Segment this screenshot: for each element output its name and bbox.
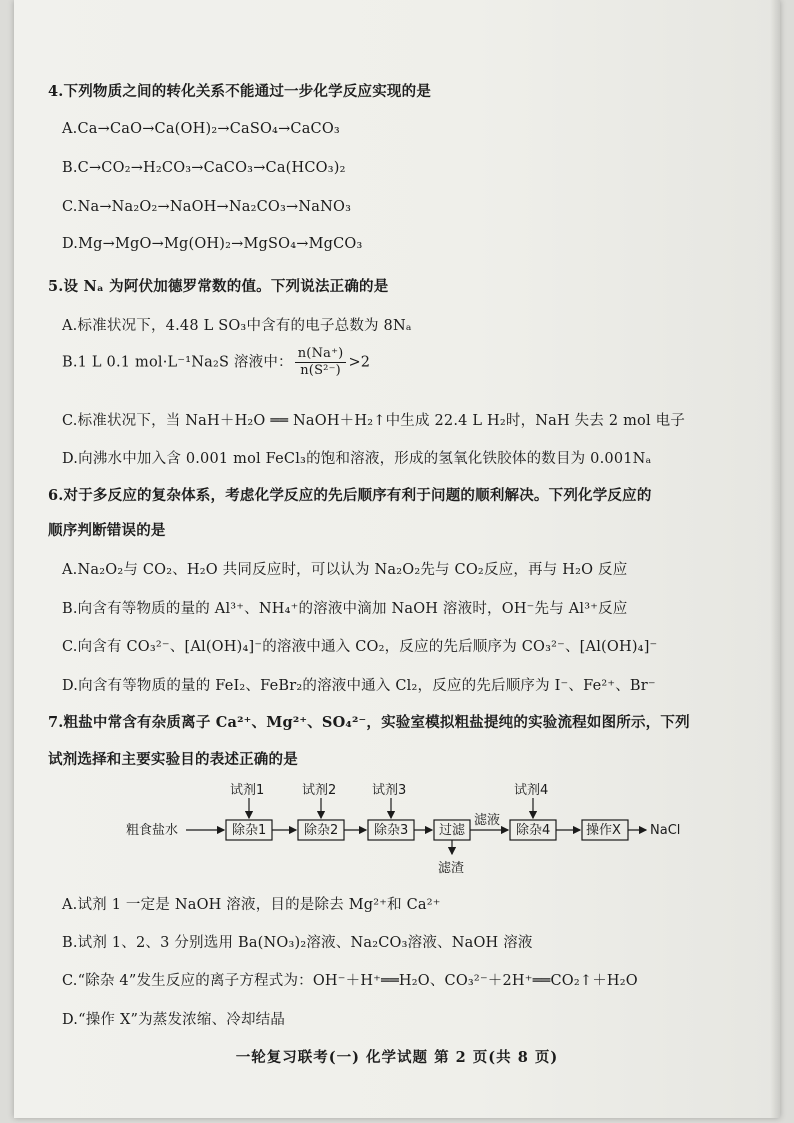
- flow-reagent-4: 试剂4: [514, 783, 549, 798]
- page-footer: 一轮复习联考(一) 化学试题 第 2 页(共 8 页): [235, 1049, 559, 1066]
- flow-box-6-label: 操作X: [586, 823, 621, 838]
- purification-flowchart: [124, 780, 724, 880]
- flow-box-3-label: 除杂3: [374, 823, 409, 838]
- q5-option-d: D.向沸水中加入含 0.001 mol FeCl₃的饱和溶液，形成的氢氧化铁胶体的数目为 0.001Nₐ: [62, 451, 652, 467]
- q5-stem: 5.设 Nₐ 为阿伏加德罗常数的值。下列说法正确的是: [48, 278, 389, 295]
- flow-residue: 滤渣: [438, 861, 465, 876]
- q5-option-b: [62, 346, 370, 379]
- q5-option-a: A.标准状况下，4.48 L SO₃中含有的电子总数为 8Nₐ: [62, 318, 412, 334]
- q6-option-b: B.向含有等物质的量的 Al³⁺、NH₄⁺的溶液中滴加 NaOH 溶液时，OH⁻先与 Al³⁺反应: [62, 601, 628, 617]
- exam-page: [14, 0, 780, 1118]
- q7-option-c: C.“除杂 4”发生反应的离子方程式为：OH⁻＋H⁺══H₂O、CO₃²⁻＋2H⁺══CO₂↑＋H₂O: [62, 973, 638, 989]
- q7-option-b: B.试剂 1、2、3 分别选用 Ba(NO₃)₂溶液、Na₂CO₃溶液、NaOH 溶液: [62, 935, 533, 951]
- q6-option-d: D.向含有等物质的量的 FeI₂、FeBr₂的溶液中通入 Cl₂，反应的先后顺序为 I⁻、Fe²⁺、Br⁻: [62, 678, 656, 694]
- q4-option-a: A.Ca→CaO→Ca(OH)₂→CaSO₄→CaCO₃: [62, 121, 340, 137]
- q5-option-b-suffix: >2: [348, 354, 371, 371]
- q7-stem-line2: 试剂选择和主要实验目的表述正确的是: [48, 751, 298, 768]
- flow-box-4-label: 过滤: [439, 823, 466, 838]
- q6-stem-line1: 6.对于多反应的复杂体系，考虑化学反应的先后顺序有利于问题的顺利解决。下列化学反应的: [48, 487, 652, 504]
- q6-option-c: C.向含有 CO₃²⁻、[Al(OH)₄]⁻的溶液中通入 CO₂，反应的先后顺序为 CO₃²⁻、[Al(OH)₄]⁻: [62, 639, 658, 655]
- q7-stem-line1: 7.粗盐中常含有杂质离子 Ca²⁺、Mg²⁺、SO₄²⁻，实验室模拟粗盐提纯的实验流程如图所示，下列: [48, 714, 690, 731]
- q5-fraction-denominator: n(S²⁻): [300, 363, 341, 378]
- q6-stem-line2: 顺序判断错误的是: [48, 522, 166, 539]
- q5-option-c: C.标准状况下，当 NaH＋H₂O ══ NaOH＋H₂↑中生成 22.4 L H₂时，NaH 失去 2 mol 电子: [62, 413, 686, 429]
- flow-box-5-label: 除杂4: [516, 823, 551, 838]
- flow-reagent-2: 试剂2: [302, 783, 337, 798]
- q6-option-a: A.Na₂O₂与 CO₂、H₂O 共同反应时，可以认为 Na₂O₂先与 CO₂反应，再与 H₂O 反应: [62, 562, 628, 578]
- q5-option-b-prefix: B.1 L 0.1 mol·L⁻¹Na₂S 溶液中：: [62, 354, 293, 371]
- flow-end: NaCl: [650, 823, 681, 838]
- q7-option-d: D.“操作 X”为蒸发浓缩、冷却结晶: [62, 1012, 286, 1028]
- flow-box-2-label: 除杂2: [304, 823, 339, 838]
- q5-fraction: [295, 346, 347, 379]
- page-edge-shadow: [770, 0, 780, 1118]
- q5-fraction-numerator: n(Na⁺): [295, 346, 347, 363]
- flow-box-1-label: 除杂1: [232, 823, 267, 838]
- q4-option-c: C.Na→Na₂O₂→NaOH→Na₂CO₃→NaNO₃: [62, 199, 352, 215]
- q4-option-d: D.Mg→MgO→Mg(OH)₂→MgSO₄→MgCO₃: [62, 236, 363, 252]
- q7-option-a: A.试剂 1 一定是 NaOH 溶液，目的是除去 Mg²⁺和 Ca²⁺: [62, 897, 441, 913]
- q4-stem: 4.下列物质之间的转化关系不能通过一步化学反应实现的是: [48, 83, 432, 100]
- q4-option-b: B.C→CO₂→H₂CO₃→CaCO₃→Ca(HCO₃)₂: [62, 160, 346, 176]
- flow-filtrate: 滤液: [474, 813, 501, 828]
- flow-reagent-1: 试剂1: [230, 783, 265, 798]
- flow-start: 粗食盐水: [126, 823, 179, 838]
- flow-reagent-3: 试剂3: [372, 783, 407, 798]
